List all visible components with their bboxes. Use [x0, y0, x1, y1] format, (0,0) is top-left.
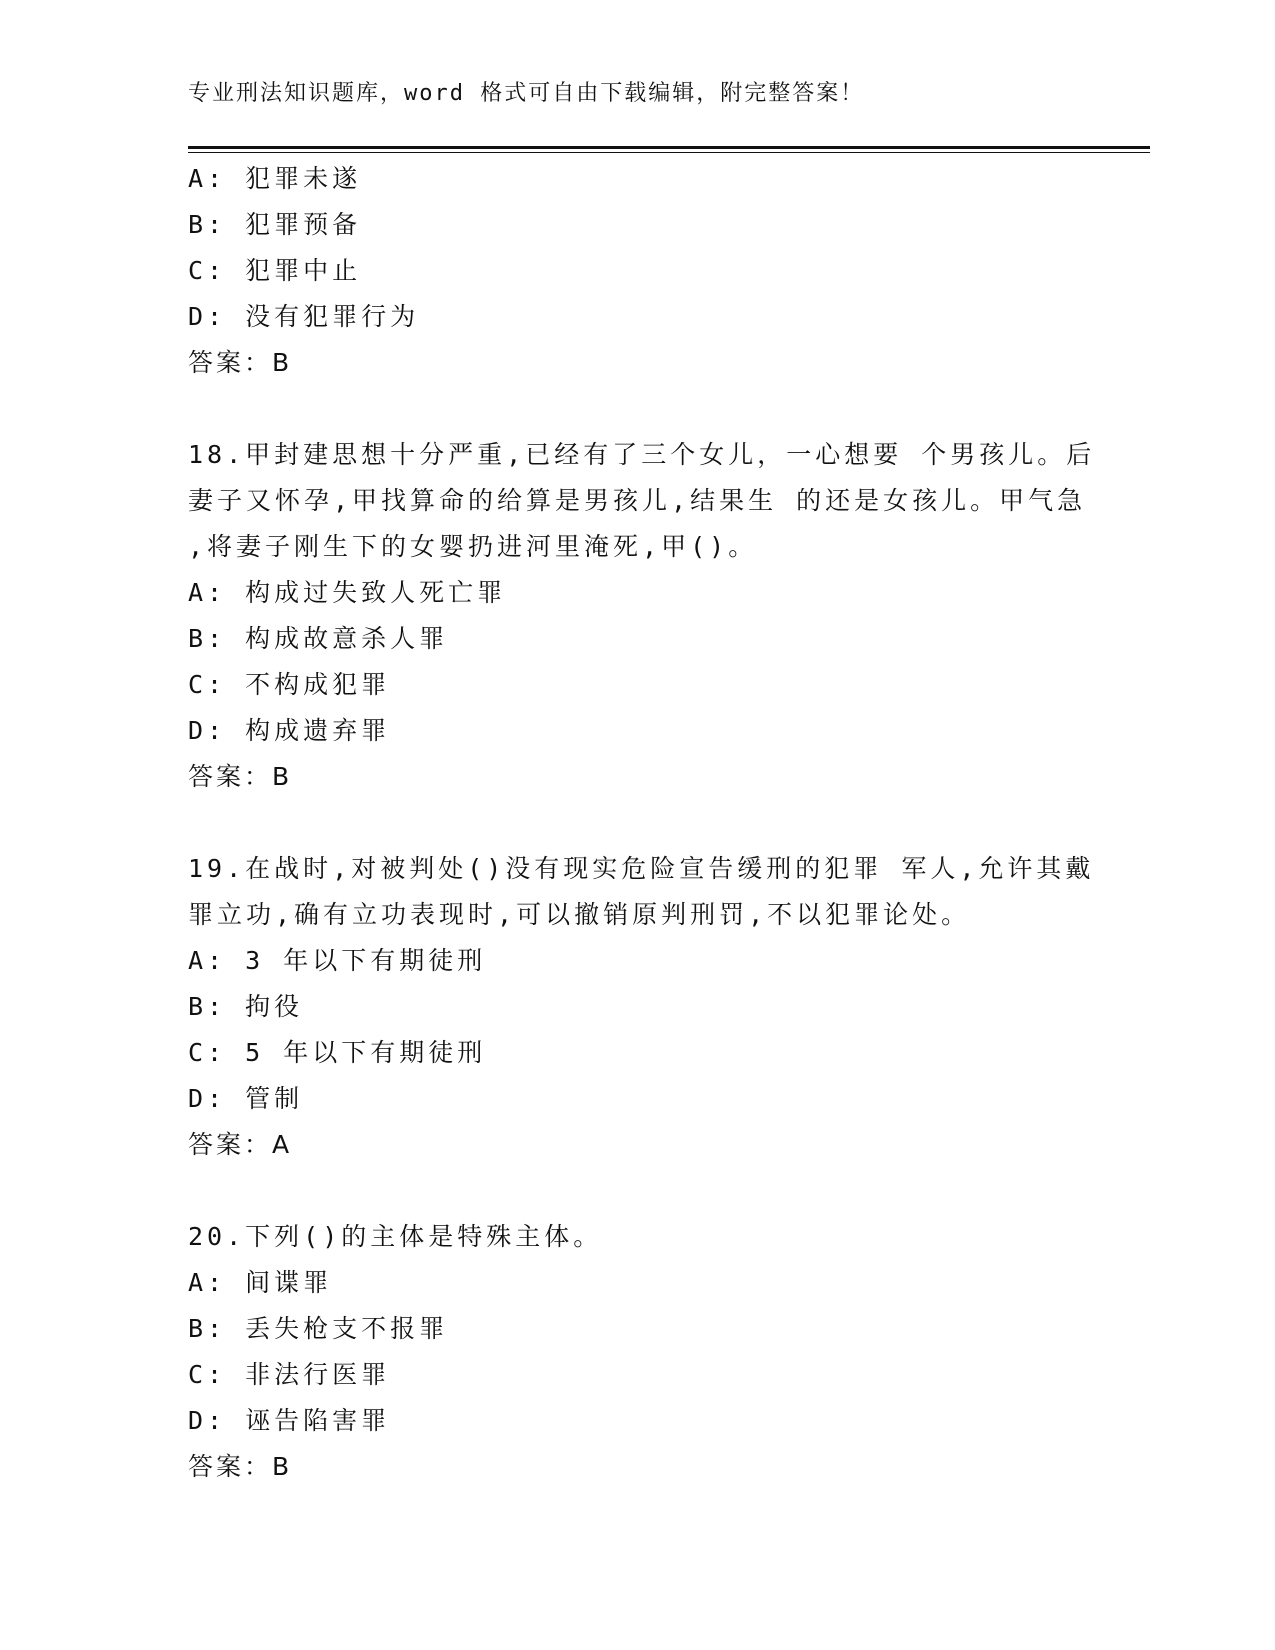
option-d: D: 诬告陷害罪 — [188, 1406, 391, 1435]
stem-line: 18.甲封建思想十分严重,已经有了三个女儿，一心想要 个男孩儿。后 — [188, 440, 1096, 469]
question-stem — [188, 432, 1096, 570]
question-17 — [188, 156, 1088, 386]
stem-line: 19.在战时,对被判处()没有现实危险宣告缓刑的犯罪 军人,允许其戴 — [188, 854, 1095, 883]
option-c: C: 非法行医罪 — [188, 1360, 391, 1389]
answer: 答案：B — [188, 348, 293, 377]
answer: 答案：B — [188, 762, 293, 791]
option-a: A: 犯罪未遂 — [188, 164, 362, 193]
stem-line: ,将妻子刚生下的女婴扔进河里淹死,甲()。 — [188, 532, 758, 561]
option-b: B: 拘役 — [188, 992, 304, 1021]
question-18 — [188, 432, 1096, 800]
question-stem — [188, 846, 1095, 938]
option-a: A: 3 年以下有期徒刑 — [188, 946, 487, 975]
option-b: B: 丢失枪支不报罪 — [188, 1314, 449, 1343]
spacer — [188, 800, 1088, 846]
option-d: D: 没有犯罪行为 — [188, 302, 420, 331]
option-c: C: 犯罪中止 — [188, 256, 362, 285]
option-d: D: 管制 — [188, 1084, 304, 1113]
stem-line: 罪立功,确有立功表现时,可以撤销原判刑罚,不以犯罪论处。 — [188, 900, 971, 929]
spacer — [188, 386, 1088, 432]
stem-line: 20.下列()的主体是特殊主体。 — [188, 1222, 603, 1251]
option-a: A: 间谍罪 — [188, 1268, 333, 1297]
question-20 — [188, 1214, 1088, 1490]
option-b: B: 犯罪预备 — [188, 210, 362, 239]
header-divider — [188, 146, 1150, 149]
answer: 答案：B — [188, 1452, 293, 1481]
question-stem — [188, 1214, 1088, 1260]
question-list — [188, 156, 1096, 1490]
spacer — [188, 1168, 1088, 1214]
option-c: C: 5 年以下有期徒刑 — [188, 1038, 487, 1067]
option-a: A: 构成过失致人死亡罪 — [188, 578, 507, 607]
header-divider-thin — [188, 152, 1150, 153]
option-d: D: 构成遗弃罪 — [188, 716, 391, 745]
page-header: 专业刑法知识题库，word 格式可自由下载编辑，附完整答案！ — [188, 81, 865, 106]
stem-line: 妻子又怀孕,甲找算命的给算是男孩儿,结果生 的还是女孩儿。甲气急 — [188, 486, 1087, 515]
option-c: C: 不构成犯罪 — [188, 670, 391, 699]
option-b: B: 构成故意杀人罪 — [188, 624, 449, 653]
answer: 答案：A — [188, 1130, 293, 1159]
question-19 — [188, 846, 1095, 1168]
